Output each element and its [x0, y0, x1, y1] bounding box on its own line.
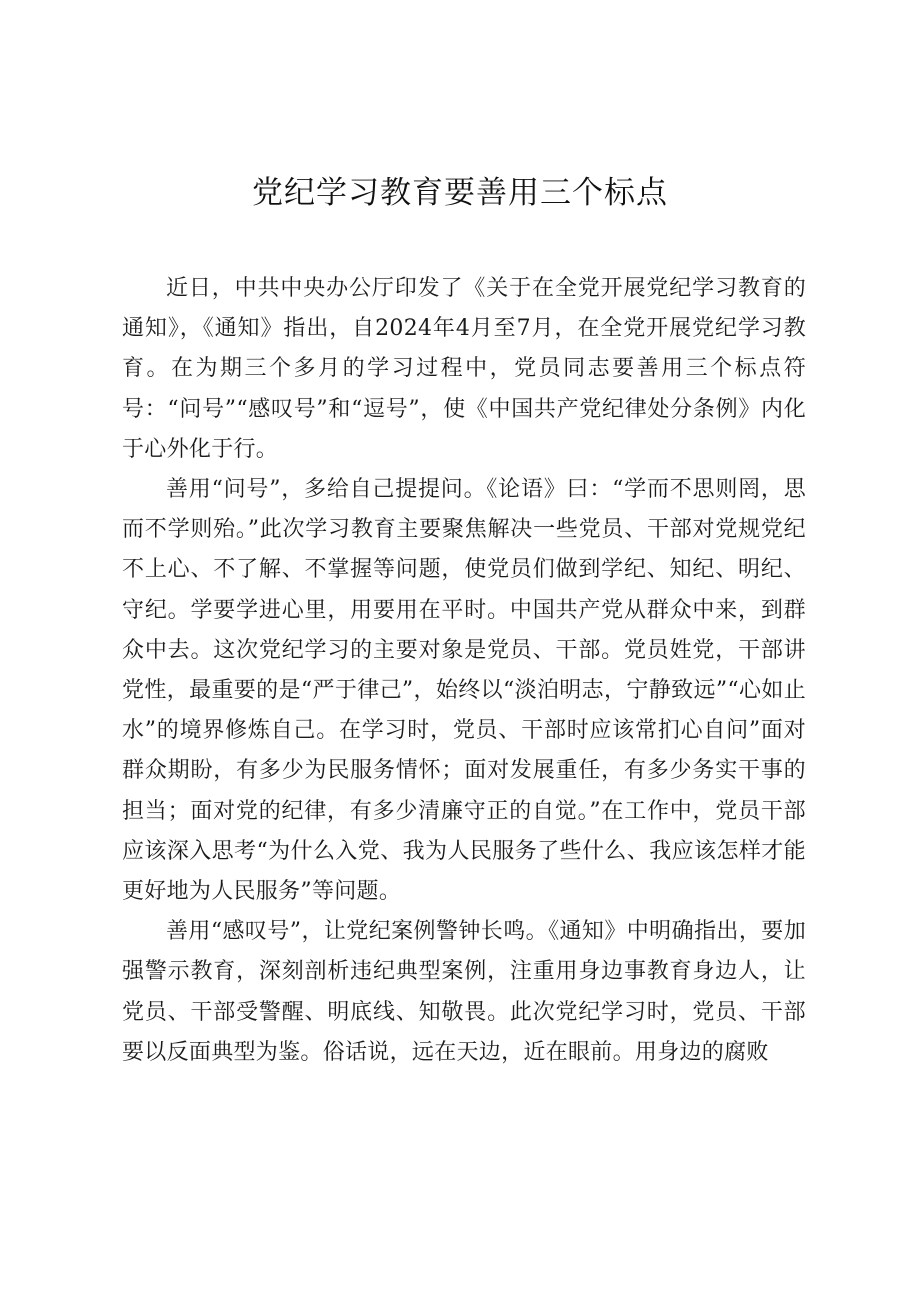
article-body — [122, 269, 806, 1073]
paragraph-intro: 近日，中共中央办公厅印发了《关于在全党开展党纪学习教育的通知》，《通知》指出，自2024年4月至7月，在全党开展党纪学习教育。在为期三个多月的学习过程中，党员同志要善用三个标点符号：“问号”“感叹号”和“逗号”，使《中国共产党纪律处分条例》内化于心外化于行。 — [122, 276, 806, 462]
paragraph-question-mark: 善用“问号”，多给自己提提问。《论语》曰：“学而不思则罔，思而不学则殆。”此次学习教育主要聚焦解决一些党员、干部对党规党纪不上心、不了解、不掌握等问题，使党员们做到学纪、知纪、明纪、守纪。学要学进心里，用要用在平时。中国共产党从群众中来，到群众中去。这次党纪学习的主要对象是党员、干部。党员姓党，干部讲党性，最重要的是“严于律己”，始终以“淡泊明志，宁静致远”“心如止水”的境界修炼自己。在学习时，党员、干部时应该常扪心自问”面对群众期盼，有多少为民服务情怀；面对发展重任，有多少务实干事的担当；面对党的纪律，有多少清廉守正的自觉。”在工作中，党员干部应该深入思考“为什么入党、我为人民服务了些什么、我应该怎样才能更好地为人民服务”等问题。 — [122, 477, 806, 905]
paragraph-exclamation-mark: 善用“感叹号”，让党纪案例警钟长鸣。《通知》中明确指出，要加强警示教育，深刻剖析违纪典型案例，注重用身边事教育身边人，让党员、干部受警醒、明底线、知敬畏。此次党纪学习时，党员、干部要以反面典型为鉴。俗话说，远在天边，近在眼前。用身边的腐败 — [122, 919, 806, 1065]
page-title: 党纪学习教育要善用三个标点 — [252, 175, 668, 211]
